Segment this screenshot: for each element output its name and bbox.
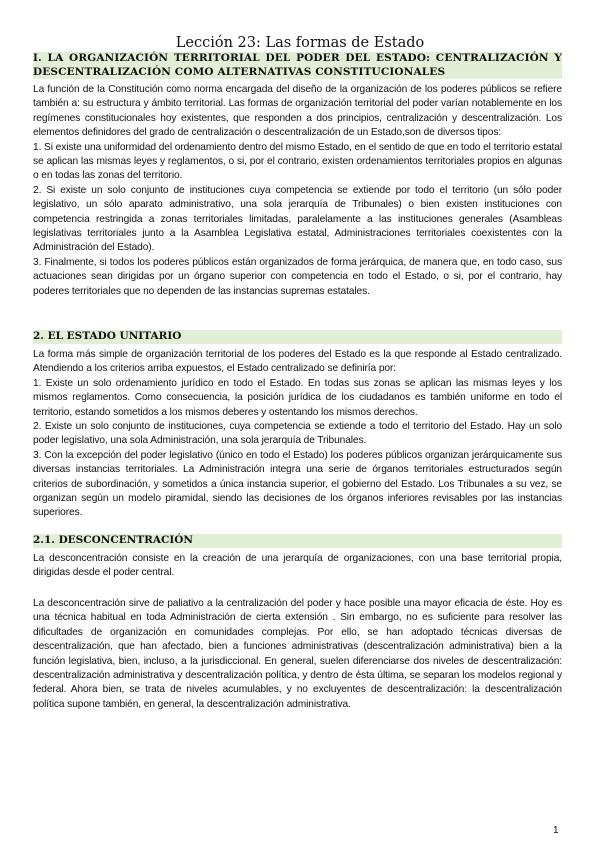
page-number: 1 bbox=[553, 825, 559, 836]
paragraph: La forma más simple de organización territorial de los poderes del Estado es la que responde al Estado centralizado. Atendiendo a los criterios arriba expuestos, el Estado centralizado se definiría por: bbox=[33, 349, 562, 375]
paragraph: 1. Si existe una uniformidad del ordenamiento dentro del mismo Estado, en el sentido de que en todo el territorio estatal se aplican las mismas leyes y reglamentos, o si, por el contrario, existen ordenamientos territoriales propios en algunas o en todas las zonas del territorio. bbox=[33, 141, 562, 182]
paragraph: 2. Existe un solo conjunto de instituciones, cuya competencia se extiende a todo el territorio del Estado. Hay un solo poder legislativo, una sola Administración, una sola jerarquía de Tribunales. bbox=[33, 421, 562, 447]
paragraph: 3. Con la excepción del poder legislativo (único en todo el Estado) los poderes públicos organizan jerárquicamente sus diversas instancias territoriales. La Administración integra una serie de órganos territoriales estructurados según criterios de subordinación, y sometidos a única instancia superior, el gobierno del Estado. Los Tribunales a su vez, se organizan según un modelo piramidal, siendo las decisiones de los órganos inferiores revisables por las instancias superiores. bbox=[33, 449, 562, 519]
section-3-intro bbox=[33, 552, 562, 581]
section-3-body bbox=[33, 597, 562, 712]
section-2-heading-text: 2. EL ESTADO UNITARIO bbox=[33, 330, 182, 342]
paragraph: 2. Si existe un solo conjunto de instituciones cuya competencia se extiende por todo el territorio (un sólo poder legislativo, un sólo aparato administrativo, una sola jerarquía de Tribunales) o bien existen instituciones con competencia restringida a zonas territoriales limitadas, paralelamente a las instituciones generales (Asambleas legislativas territoriales junto a la Asamblea Legislativa estatal, Administraciones territoriales coexistentes con la Administración del Estado). bbox=[33, 184, 562, 254]
section-1-heading-text: I. LA ORGANIZACIÓN TERRITORIAL DEL PODER DEL ESTADO: CENTRALIZACIÓN Y DESCENTRALIZACIÓN COMO ALTERNATIVAS CONSTITUCIONALES bbox=[33, 52, 562, 78]
paragraph: La desconcentración consiste en la creación de una jerarquía de organizaciones, con una base territorial propia, dirigidas desde el poder central. bbox=[33, 553, 562, 579]
paragraph: 1. Existe un solo ordenamiento jurídico en todo el Estado. En todas sus zonas se aplican las mismas leyes y los mismos reglamentos. Como consecuencia, la posición jurídica de los ciudadanos es también uniforme en todo el territorio, estando sometidos a los mismos deberes y ostentando los mismos derechos. bbox=[33, 377, 562, 418]
section-heading-2 bbox=[33, 330, 562, 344]
paragraph: La desconcentración sirve de paliativo a la centralización del poder y hace posible una mayor eficacia de éste. Hoy es una técnica habitual en toda Administración de cierta extensión . Sin embargo, no es suficiente para resolver las dificultades de organización en comunidades complejas. Por ello, se han adoptado técnicas diversas de descentralización, que han afectado, bien a funciones administrativas (descentralización administrativa) bien a la función legislativa, bien, incluso, a la jurisdiccional. En general, suelen diferenciarse dos niveles de descentralización: descentralización administrativa y descentralización política, y dentro de ésta última, se separan los modelos regional y federal. Ahora bien, se trata de niveles acumulables, y no excluyentes de descentralización: la descentralización política supone también, en general, la descentralización administrativa. bbox=[33, 598, 562, 710]
paragraph: La función de la Constitución como norma encargada del diseño de la organización de los poderes públicos se refiere también a: su estructura y ámbito territorial. Las formas de organización territorial del poder varían notablemente en los regímenes constitucionales hoy existentes, que responden a dos principios, centralización y descentralización. Los elementos definidores del grado de centralización o descentralización de un Estado,son de diversos tipos: bbox=[33, 84, 562, 139]
section-heading-1 bbox=[33, 52, 562, 79]
paragraph: 3. Finalmente, si todos los poderes públicos están organizados de forma jerárquica, de manera que, en todo caso, sus actuaciones sean dirigidas por un órgano superior con competencia en todo el Estado, o si, por el contrario, hay poderes territoriales que no dependen de las instancias supremas estatales. bbox=[33, 256, 562, 297]
section-3-heading-text: 2.1. DESCONCENTRACIÓN bbox=[33, 534, 194, 546]
section-2-body bbox=[33, 348, 562, 521]
page-title: Lección 23: Las formas de Estado bbox=[175, 35, 425, 51]
section-heading-2-1 bbox=[33, 534, 562, 548]
section-1-body bbox=[33, 83, 562, 299]
